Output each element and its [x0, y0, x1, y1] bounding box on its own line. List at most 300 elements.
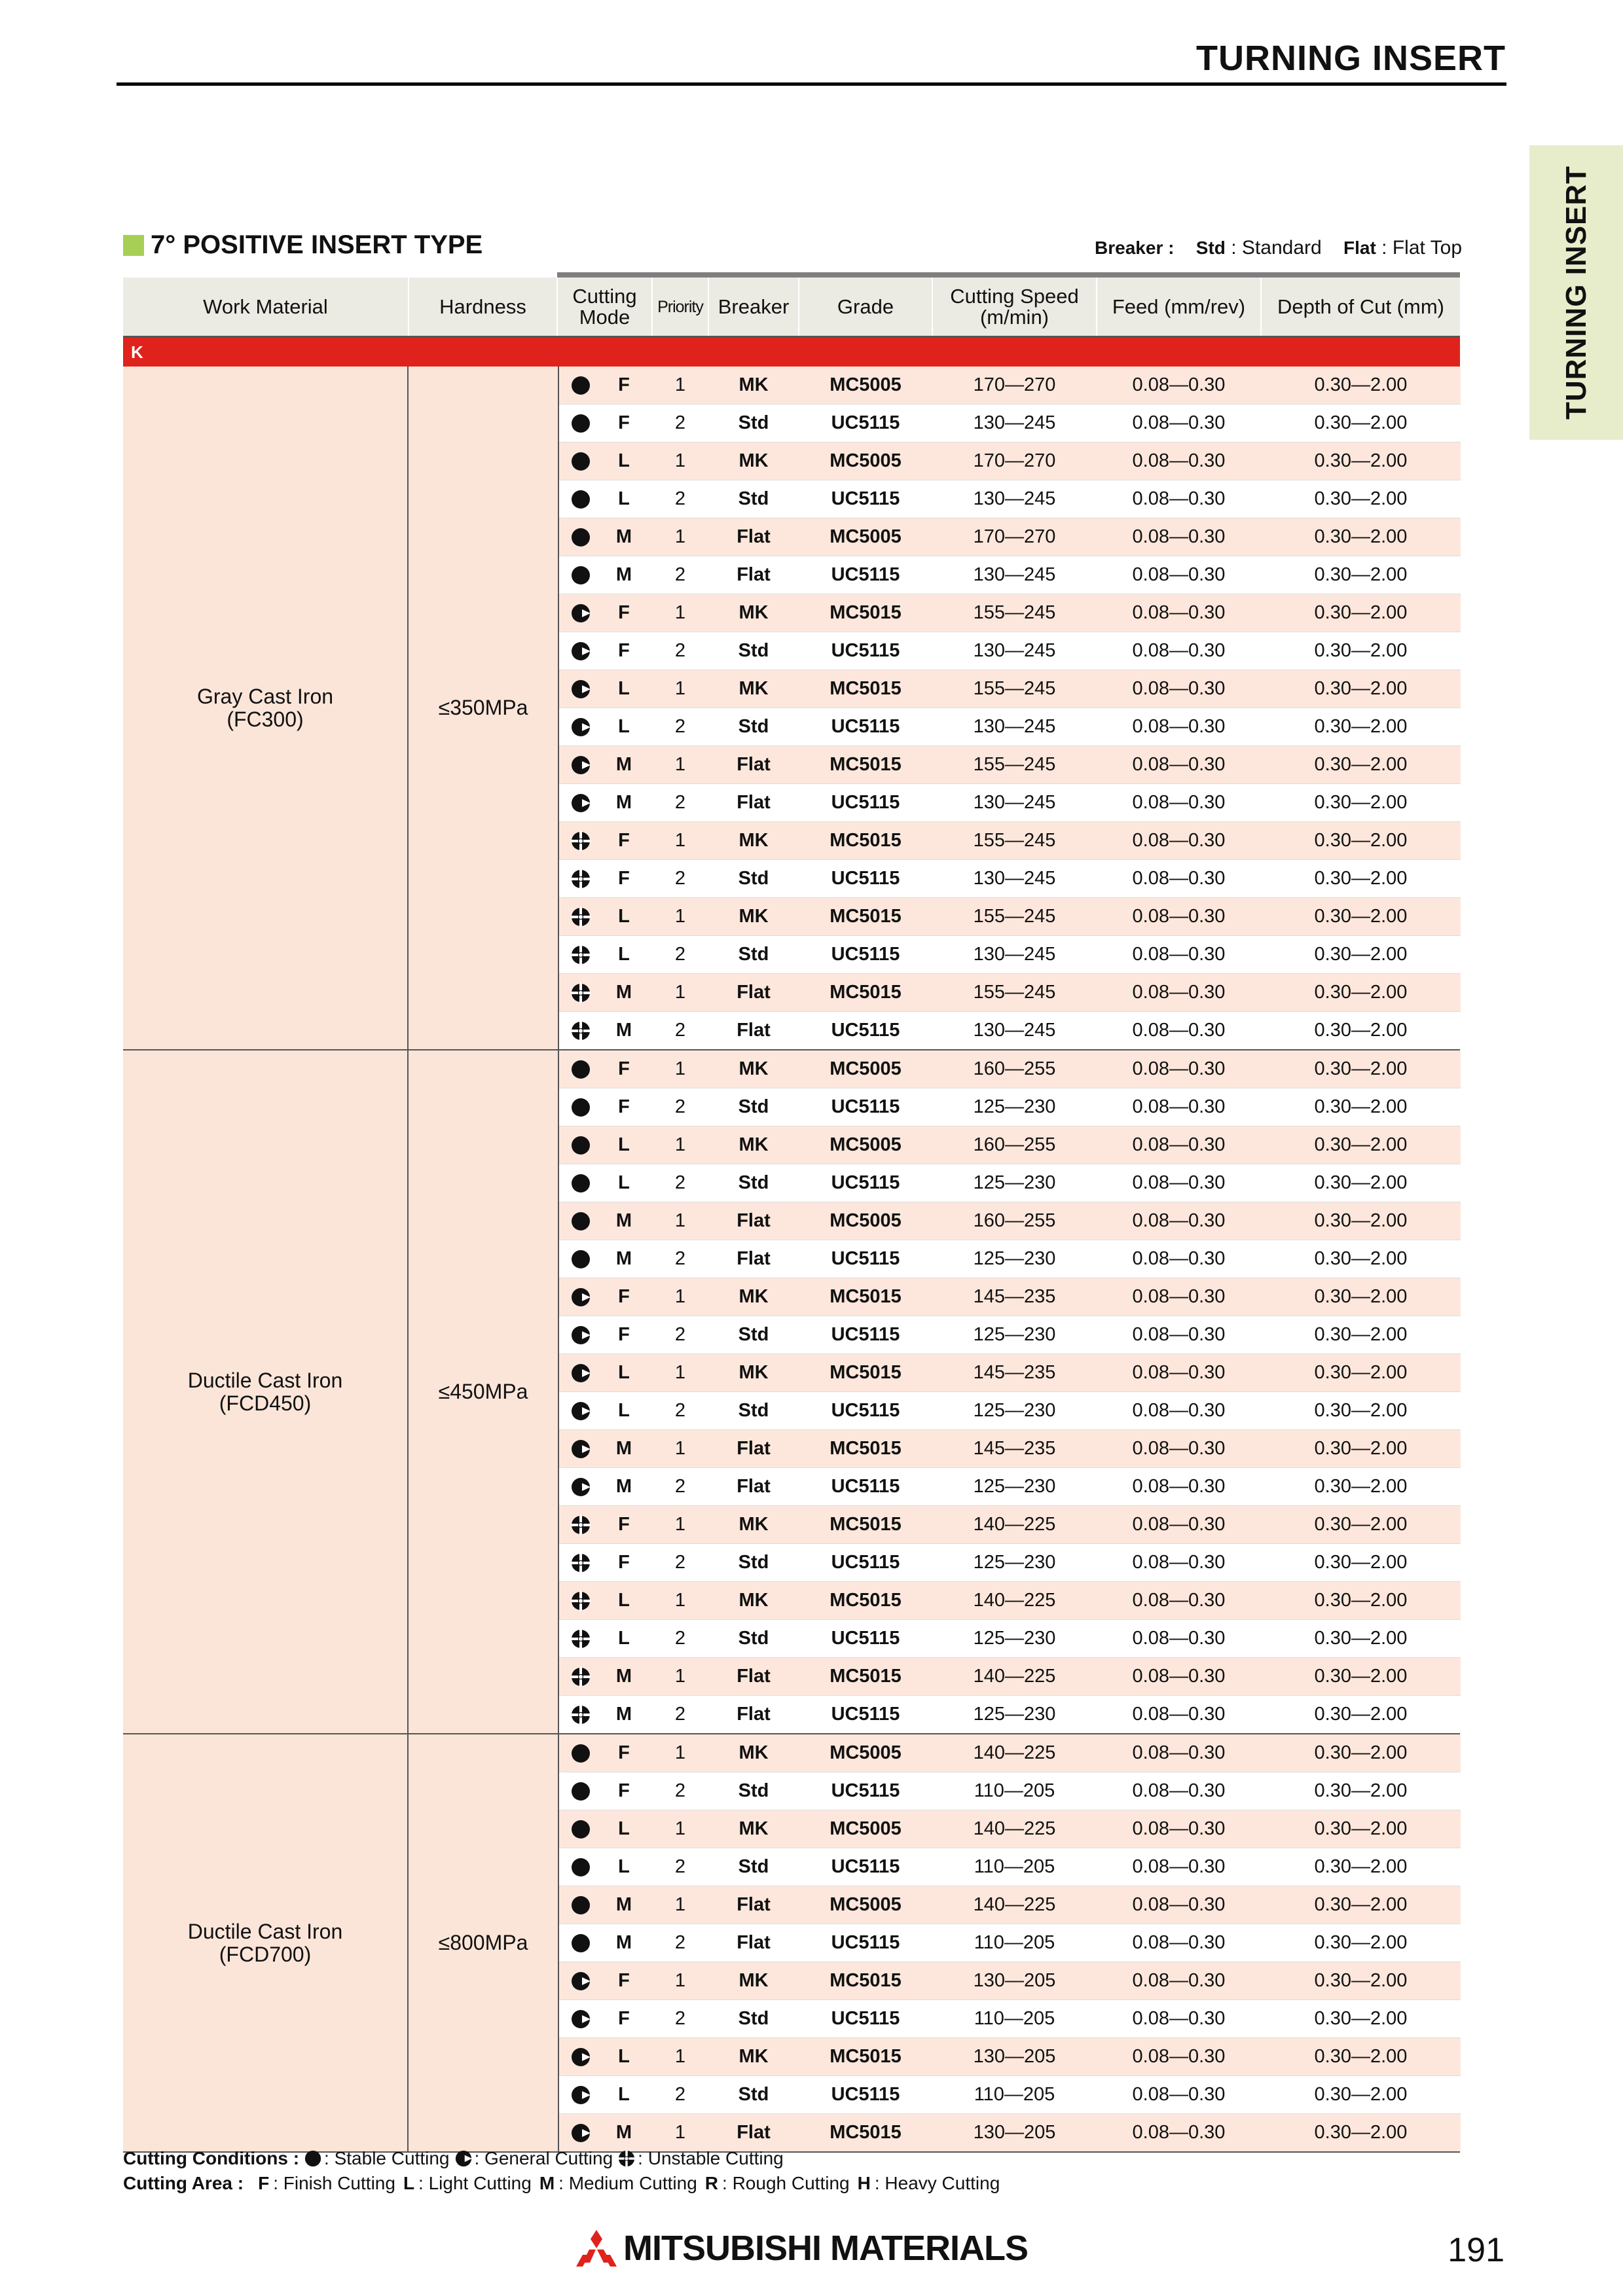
breaker-cell: MK — [739, 1970, 769, 1991]
table-row — [559, 1962, 1461, 2000]
priority-cell: 1 — [674, 830, 686, 851]
cutting-condition-cell — [559, 1962, 596, 2000]
unstable-cutting-icon — [571, 1591, 591, 1611]
depth-cell: 0.30—2.00 — [1314, 1286, 1408, 1307]
grade-cell: MC5015 — [830, 602, 902, 623]
general-cutting-icon — [571, 1363, 591, 1383]
grade-cell: UC5115 — [831, 1704, 900, 1725]
feed-cell: 0.08—0.30 — [1132, 602, 1226, 623]
group-rows — [558, 367, 1461, 1049]
unstable-cutting-icon — [571, 945, 591, 965]
priority-cell: 2 — [674, 2084, 686, 2105]
cutting-mode-cell: M — [615, 1210, 632, 1231]
grade-cell: MC5005 — [830, 1894, 902, 1915]
table-row — [559, 973, 1461, 1011]
breaker-cell: Std — [738, 1628, 769, 1649]
cutting-mode-cell: L — [618, 1134, 630, 1155]
feed-cell: 0.08—0.30 — [1132, 1058, 1226, 1079]
breaker-cell: Flat — [737, 792, 771, 813]
breaker-cell: MK — [739, 1058, 769, 1079]
unstable-cutting-icon — [571, 1021, 591, 1041]
priority-cell: 2 — [674, 1552, 686, 1573]
feed-cell: 0.08—0.30 — [1132, 1780, 1226, 1801]
table-row — [559, 1354, 1461, 1391]
table-row — [559, 821, 1461, 859]
priority-cell: 2 — [674, 1324, 686, 1345]
priority-cell: 2 — [674, 2008, 686, 2029]
cutting-mode-cell: L — [618, 1628, 630, 1649]
col-hardness: Hardness — [408, 278, 556, 336]
breaker-cell: MK — [739, 1742, 769, 1763]
feed-cell: 0.08—0.30 — [1132, 678, 1226, 699]
grade-cell: MC5005 — [830, 526, 902, 547]
work-material-cell: Ductile Cast Iron (FCD450) — [123, 1050, 409, 1733]
feed-cell: 0.08—0.30 — [1132, 1362, 1226, 1383]
cutting-mode-cell: M — [615, 1476, 632, 1497]
cutting-speed-cell: 170—270 — [973, 450, 1056, 471]
grade-cell: UC5115 — [831, 1248, 900, 1269]
table-row — [559, 594, 1461, 632]
unstable-cutting-icon — [571, 869, 591, 889]
breaker-cell: Std — [738, 640, 769, 661]
breaker-cell: Flat — [737, 2122, 771, 2143]
feed-cell: 0.08—0.30 — [1132, 982, 1226, 1003]
depth-cell: 0.30—2.00 — [1314, 1324, 1408, 1345]
grade-cell: MC5005 — [830, 1818, 902, 1839]
cutting-mode-cell: L — [618, 2084, 630, 2105]
feed-cell: 0.08—0.30 — [1132, 1856, 1226, 1877]
grade-cell: UC5115 — [831, 1096, 900, 1117]
cutting-mode-cell: L — [618, 1590, 630, 1611]
priority-cell: 2 — [674, 792, 686, 813]
cutting-mode-cell: L — [618, 1818, 630, 1839]
table-row — [559, 1695, 1461, 1733]
unstable-text: : Unstable Cutting — [638, 2148, 784, 2168]
table-row — [559, 2075, 1461, 2113]
table-row — [559, 1391, 1461, 1429]
priority-cell: 1 — [674, 1818, 686, 1839]
feed-cell: 0.08—0.30 — [1132, 1134, 1226, 1155]
depth-cell: 0.30—2.00 — [1314, 1818, 1408, 1839]
cutting-condition-cell — [559, 632, 596, 670]
cutting-mode-cell: L — [618, 450, 630, 471]
unstable-cutting-icon — [571, 1553, 591, 1573]
breaker-cell: MK — [739, 1590, 769, 1611]
table-row — [559, 1619, 1461, 1657]
table-row — [559, 859, 1461, 897]
cutting-mode-cell: F — [618, 412, 630, 433]
cutting-area-legend — [123, 2173, 1000, 2194]
cutting-condition-cell — [559, 518, 596, 556]
priority-cell: 1 — [674, 374, 686, 395]
breaker-cell: MK — [739, 2046, 769, 2067]
cutting-condition-cell — [559, 822, 596, 859]
section-square-icon — [123, 235, 144, 256]
cutting-mode-cell: F — [618, 1286, 630, 1307]
feed-cell: 0.08—0.30 — [1132, 412, 1226, 433]
breaker-cell: MK — [739, 678, 769, 699]
cutting-speed-cell: 110—205 — [974, 1780, 1055, 1801]
stable-cutting-icon — [571, 1136, 591, 1155]
grade-cell: MC5005 — [830, 1742, 902, 1763]
cutting-mode-cell: L — [618, 944, 630, 965]
priority-cell: 1 — [674, 1210, 686, 1231]
cutting-condition-cell — [559, 1088, 596, 1126]
area-code: L — [403, 2173, 415, 2193]
cutting-speed-cell: 130—205 — [973, 2046, 1056, 2067]
cutting-condition-cell — [559, 746, 596, 783]
cutting-condition-cell — [559, 1012, 596, 1049]
cutting-condition-cell — [559, 2114, 596, 2151]
depth-cell: 0.30—2.00 — [1314, 526, 1408, 547]
general-cutting-icon — [571, 2047, 591, 2067]
grade-cell: MC5015 — [830, 2046, 902, 2067]
cutting-condition-cell — [559, 1810, 596, 1848]
feed-cell: 0.08—0.30 — [1132, 1248, 1226, 1269]
page-number: 191 — [1448, 2231, 1504, 2269]
general-cutting-icon — [571, 1287, 591, 1307]
table-row — [559, 1734, 1461, 1772]
feed-cell: 0.08—0.30 — [1132, 1096, 1226, 1117]
grade-cell: MC5015 — [830, 1590, 902, 1611]
cutting-condition-cell — [559, 860, 596, 897]
feed-cell: 0.08—0.30 — [1132, 2122, 1226, 2143]
three-diamonds-icon — [576, 2230, 617, 2267]
cutting-mode-cell: F — [618, 1742, 630, 1763]
table-row — [559, 632, 1461, 670]
grade-cell: UC5115 — [831, 1400, 900, 1421]
grade-cell: MC5005 — [830, 1210, 902, 1231]
breaker-cell: MK — [739, 1286, 769, 1307]
feed-cell: 0.08—0.30 — [1132, 1742, 1226, 1763]
table-row — [559, 1011, 1461, 1049]
priority-cell: 2 — [674, 1020, 686, 1041]
hardness-cell: ≤800MPa — [438, 1931, 528, 1954]
grade-cell: UC5115 — [831, 2008, 900, 2029]
cutting-condition-cell — [559, 1050, 596, 1088]
cutting-speed-cell: 130—245 — [973, 564, 1056, 585]
table-row — [559, 1278, 1461, 1316]
cutting-mode-cell: F — [618, 374, 630, 395]
cutting-condition-cell — [559, 1658, 596, 1695]
breaker-cell: Std — [738, 868, 769, 889]
feed-cell: 0.08—0.30 — [1132, 1932, 1226, 1953]
depth-cell: 0.30—2.00 — [1314, 1742, 1408, 1763]
priority-cell: 2 — [674, 868, 686, 889]
general-cutting-icon — [571, 603, 591, 623]
breaker-cell: Flat — [737, 1932, 771, 1953]
cutting-speed-cell: 160—255 — [973, 1134, 1056, 1155]
cutting-mode-cell: F — [618, 2008, 630, 2029]
feed-cell: 0.08—0.30 — [1132, 1020, 1226, 1041]
cutting-mode-cell: L — [618, 906, 630, 927]
cutting-speed-cell: 110—205 — [974, 1932, 1055, 1953]
breaker-cell: Flat — [737, 1210, 771, 1231]
cutting-speed-cell: 155—245 — [973, 754, 1056, 775]
cutting-mode-cell: F — [618, 1514, 630, 1535]
table-row — [559, 1164, 1461, 1202]
cutting-speed-cell: 155—245 — [973, 602, 1056, 623]
feed-cell: 0.08—0.30 — [1132, 2084, 1226, 2105]
depth-cell: 0.30—2.00 — [1314, 1248, 1408, 1269]
general-cutting-icon — [571, 1439, 591, 1459]
stable-cutting-icon — [571, 1933, 591, 1953]
priority-cell: 1 — [674, 1362, 686, 1383]
depth-cell: 0.30—2.00 — [1314, 1362, 1408, 1383]
cutting-condition-cell — [559, 1544, 596, 1581]
priority-cell: 2 — [674, 1476, 686, 1497]
area-label: Cutting Area : — [123, 2173, 244, 2193]
priority-cell: 1 — [674, 1666, 686, 1687]
breaker-cell: Flat — [737, 754, 771, 775]
breaker-cell: Flat — [737, 1476, 771, 1497]
priority-cell: 2 — [674, 640, 686, 661]
depth-cell: 0.30—2.00 — [1314, 754, 1408, 775]
feed-cell: 0.08—0.30 — [1132, 640, 1226, 661]
depth-cell: 0.30—2.00 — [1314, 1932, 1408, 1953]
stable-cutting-icon — [571, 528, 591, 547]
work-material-cell: Gray Cast Iron (FC300) — [123, 367, 409, 1049]
cutting-mode-cell: M — [615, 754, 632, 775]
breaker-cell: Std — [738, 1172, 769, 1193]
cutting-speed-cell: 130—205 — [973, 1970, 1056, 1991]
table-row — [559, 708, 1461, 745]
depth-cell: 0.30—2.00 — [1314, 1438, 1408, 1459]
header-rule — [117, 82, 1506, 86]
cutting-condition-cell — [559, 708, 596, 745]
grade-cell: MC5015 — [830, 982, 902, 1003]
general-cutting-icon — [571, 1325, 591, 1345]
area-items — [244, 2173, 1000, 2194]
section-title-text: 7° POSITIVE INSERT TYPE — [151, 230, 483, 259]
cutting-speed-cell: 125—230 — [973, 1628, 1056, 1649]
depth-cell: 0.30—2.00 — [1314, 374, 1408, 395]
feed-cell: 0.08—0.30 — [1132, 1210, 1226, 1231]
priority-cell: 2 — [674, 412, 686, 433]
breaker-legend — [1095, 237, 1462, 259]
cutting-mode-cell: F — [618, 1780, 630, 1801]
feed-cell: 0.08—0.30 — [1132, 488, 1226, 509]
table-row — [559, 1848, 1461, 1886]
cutting-mode-cell: M — [615, 982, 632, 1003]
breaker-cell: Std — [738, 488, 769, 509]
cutting-condition-cell — [559, 784, 596, 821]
general-cutting-icon — [571, 679, 591, 699]
grade-cell: UC5115 — [831, 2084, 900, 2105]
breaker-cell: MK — [739, 1514, 769, 1535]
material-cell-group — [123, 367, 558, 1049]
depth-cell: 0.30—2.00 — [1314, 1856, 1408, 1877]
depth-cell: 0.30—2.00 — [1314, 1590, 1408, 1611]
priority-cell: 2 — [674, 716, 686, 737]
cutting-mode-cell: M — [615, 526, 632, 547]
general-cutting-icon — [571, 1971, 591, 1991]
breaker-cell: Std — [738, 1780, 769, 1801]
side-tab — [1529, 145, 1623, 440]
depth-cell: 0.30—2.00 — [1314, 1134, 1408, 1155]
grade-cell: UC5115 — [831, 1476, 900, 1497]
cutting-speed-cell: 125—230 — [973, 1400, 1056, 1421]
col-feed: Feed (mm/rev) — [1096, 278, 1260, 336]
stable-cutting-icon — [571, 1249, 591, 1269]
unstable-cutting-icon — [571, 1629, 591, 1649]
depth-cell: 0.30—2.00 — [1314, 906, 1408, 927]
priority-cell: 1 — [674, 526, 686, 547]
depth-cell: 0.30—2.00 — [1314, 1628, 1408, 1649]
cutting-speed-cell: 140—225 — [973, 1514, 1056, 1535]
feed-cell: 0.08—0.30 — [1132, 868, 1226, 889]
feed-cell: 0.08—0.30 — [1132, 450, 1226, 471]
material-group — [123, 1050, 1460, 1734]
feed-cell: 0.08—0.30 — [1132, 1666, 1226, 1687]
feed-cell: 0.08—0.30 — [1132, 1628, 1226, 1649]
area-text: : Light Cutting — [418, 2173, 532, 2193]
feed-cell: 0.08—0.30 — [1132, 374, 1226, 395]
grade-cell: UC5115 — [831, 716, 900, 737]
depth-cell: 0.30—2.00 — [1314, 1476, 1408, 1497]
grade-cell: UC5115 — [831, 488, 900, 509]
cutting-speed-cell: 110—205 — [974, 2084, 1055, 2105]
table-row — [559, 1050, 1461, 1088]
cutting-condition-cell — [559, 1164, 596, 1202]
table-row — [559, 1886, 1461, 1924]
feed-cell: 0.08—0.30 — [1132, 1970, 1226, 1991]
cutting-condition-cell — [559, 1126, 596, 1164]
cutting-condition-cell — [559, 1240, 596, 1278]
col-cutting-speed: Cutting Speed (m/min) — [932, 278, 1096, 336]
group-rows — [558, 1050, 1461, 1733]
depth-cell: 0.30—2.00 — [1314, 412, 1408, 433]
general-cutting-icon — [571, 2085, 591, 2105]
cutting-speed-cell: 110—205 — [974, 2008, 1055, 2029]
material-cell-group — [123, 1050, 558, 1733]
cutting-speed-cell: 145—235 — [973, 1362, 1056, 1383]
stable-cutting-icon — [571, 376, 591, 395]
stable-cutting-icon — [571, 565, 591, 585]
grade-cell: UC5115 — [831, 1172, 900, 1193]
cutting-mode-cell: L — [618, 1856, 630, 1877]
section-title — [123, 230, 483, 260]
priority-cell: 2 — [674, 564, 686, 585]
general-cutting-icon — [571, 1401, 591, 1421]
breaker-cell: Std — [738, 2084, 769, 2105]
priority-cell: 1 — [674, 1970, 686, 1991]
priority-cell: 2 — [674, 1780, 686, 1801]
cutting-mode-cell: L — [618, 1400, 630, 1421]
priority-cell: 1 — [674, 982, 686, 1003]
cutting-mode-cell: L — [618, 1362, 630, 1383]
std-code: Std — [1195, 238, 1226, 258]
feed-cell: 0.08—0.30 — [1132, 1438, 1226, 1459]
cutting-speed-cell: 125—230 — [973, 1172, 1056, 1193]
work-material-cell: Ductile Cast Iron (FCD700) — [123, 1734, 409, 2151]
depth-cell: 0.30—2.00 — [1314, 944, 1408, 965]
cutting-condition-cell — [559, 670, 596, 708]
flat-text: : Flat Top — [1381, 237, 1462, 259]
cutting-speed-cell: 160—255 — [973, 1210, 1056, 1231]
grade-cell: MC5005 — [830, 1058, 902, 1079]
cutting-speed-cell: 130—245 — [973, 716, 1056, 737]
stable-text: : Stable Cutting — [324, 2148, 450, 2168]
table-row — [559, 1126, 1461, 1164]
depth-cell: 0.30—2.00 — [1314, 602, 1408, 623]
cutting-condition-cell — [559, 2000, 596, 2037]
cutting-condition-cell — [559, 1430, 596, 1467]
cutting-condition-cell — [559, 594, 596, 632]
grade-cell: UC5115 — [831, 868, 900, 889]
table-header — [123, 278, 1460, 338]
grade-cell: UC5115 — [831, 1856, 900, 1877]
grade-cell: UC5115 — [831, 1780, 900, 1801]
depth-cell: 0.30—2.00 — [1314, 1666, 1408, 1687]
category-bar: K — [123, 338, 1460, 367]
breaker-cell: Std — [738, 716, 769, 737]
cutting-condition-cell — [559, 442, 596, 480]
feed-cell: 0.08—0.30 — [1132, 1514, 1226, 1535]
grade-cell: MC5015 — [830, 1970, 902, 1991]
breaker-cell: Std — [738, 944, 769, 965]
unstable-cutting-icon — [571, 1667, 591, 1687]
area-text: : Medium Cutting — [558, 2173, 697, 2193]
feed-cell: 0.08—0.30 — [1132, 1704, 1226, 1725]
table-row — [559, 480, 1461, 518]
cutting-condition-cell — [559, 1924, 596, 1962]
stable-cutting-icon — [571, 414, 591, 433]
depth-cell: 0.30—2.00 — [1314, 1020, 1408, 1041]
area-text: : Rough Cutting — [722, 2173, 850, 2193]
depth-cell: 0.30—2.00 — [1314, 1058, 1408, 1079]
depth-cell: 0.30—2.00 — [1314, 1096, 1408, 1117]
unstable-cutting-icon — [571, 907, 591, 927]
grade-cell: MC5015 — [830, 754, 902, 775]
cutting-speed-cell: 125—230 — [973, 1248, 1056, 1269]
grade-cell: UC5115 — [831, 1932, 900, 1953]
cutting-mode-cell: L — [618, 488, 630, 509]
cutting-speed-cell: 145—235 — [973, 1286, 1056, 1307]
grade-cell: UC5115 — [831, 640, 900, 661]
stable-cutting-icon — [571, 1744, 591, 1763]
flat-code: Flat — [1343, 238, 1376, 258]
grade-cell: MC5015 — [830, 1286, 902, 1307]
cutting-speed-cell: 125—230 — [973, 1096, 1056, 1117]
cutting-condition-cell — [559, 1202, 596, 1240]
col-cutting-mode: Cutting Mode — [556, 278, 651, 336]
grade-cell: MC5015 — [830, 1438, 902, 1459]
cutting-condition-cell — [559, 480, 596, 518]
col-work-material: Work Material — [203, 295, 328, 318]
breaker-cell: Flat — [737, 1704, 771, 1725]
priority-cell: 2 — [674, 944, 686, 965]
breaker-cell: Flat — [737, 1894, 771, 1915]
cutting-speed-cell: 170—270 — [973, 526, 1056, 547]
table-row — [559, 1467, 1461, 1505]
priority-cell: 1 — [674, 1590, 686, 1611]
table-row — [559, 1772, 1461, 1810]
feed-cell: 0.08—0.30 — [1132, 2008, 1226, 2029]
stable-cutting-icon — [571, 1820, 591, 1839]
grade-cell: MC5015 — [830, 906, 902, 927]
cutting-mode-cell: M — [615, 792, 632, 813]
table-top-bar — [557, 272, 1460, 278]
table-row — [559, 404, 1461, 442]
table-row — [559, 2037, 1461, 2075]
col-priority: Priority — [651, 278, 708, 336]
hardness-cell: ≤450MPa — [438, 1380, 528, 1403]
area-code: M — [539, 2173, 555, 2193]
breaker-cell: MK — [739, 450, 769, 471]
priority-cell: 2 — [674, 1856, 686, 1877]
cutting-speed-cell: 125—230 — [973, 1476, 1056, 1497]
